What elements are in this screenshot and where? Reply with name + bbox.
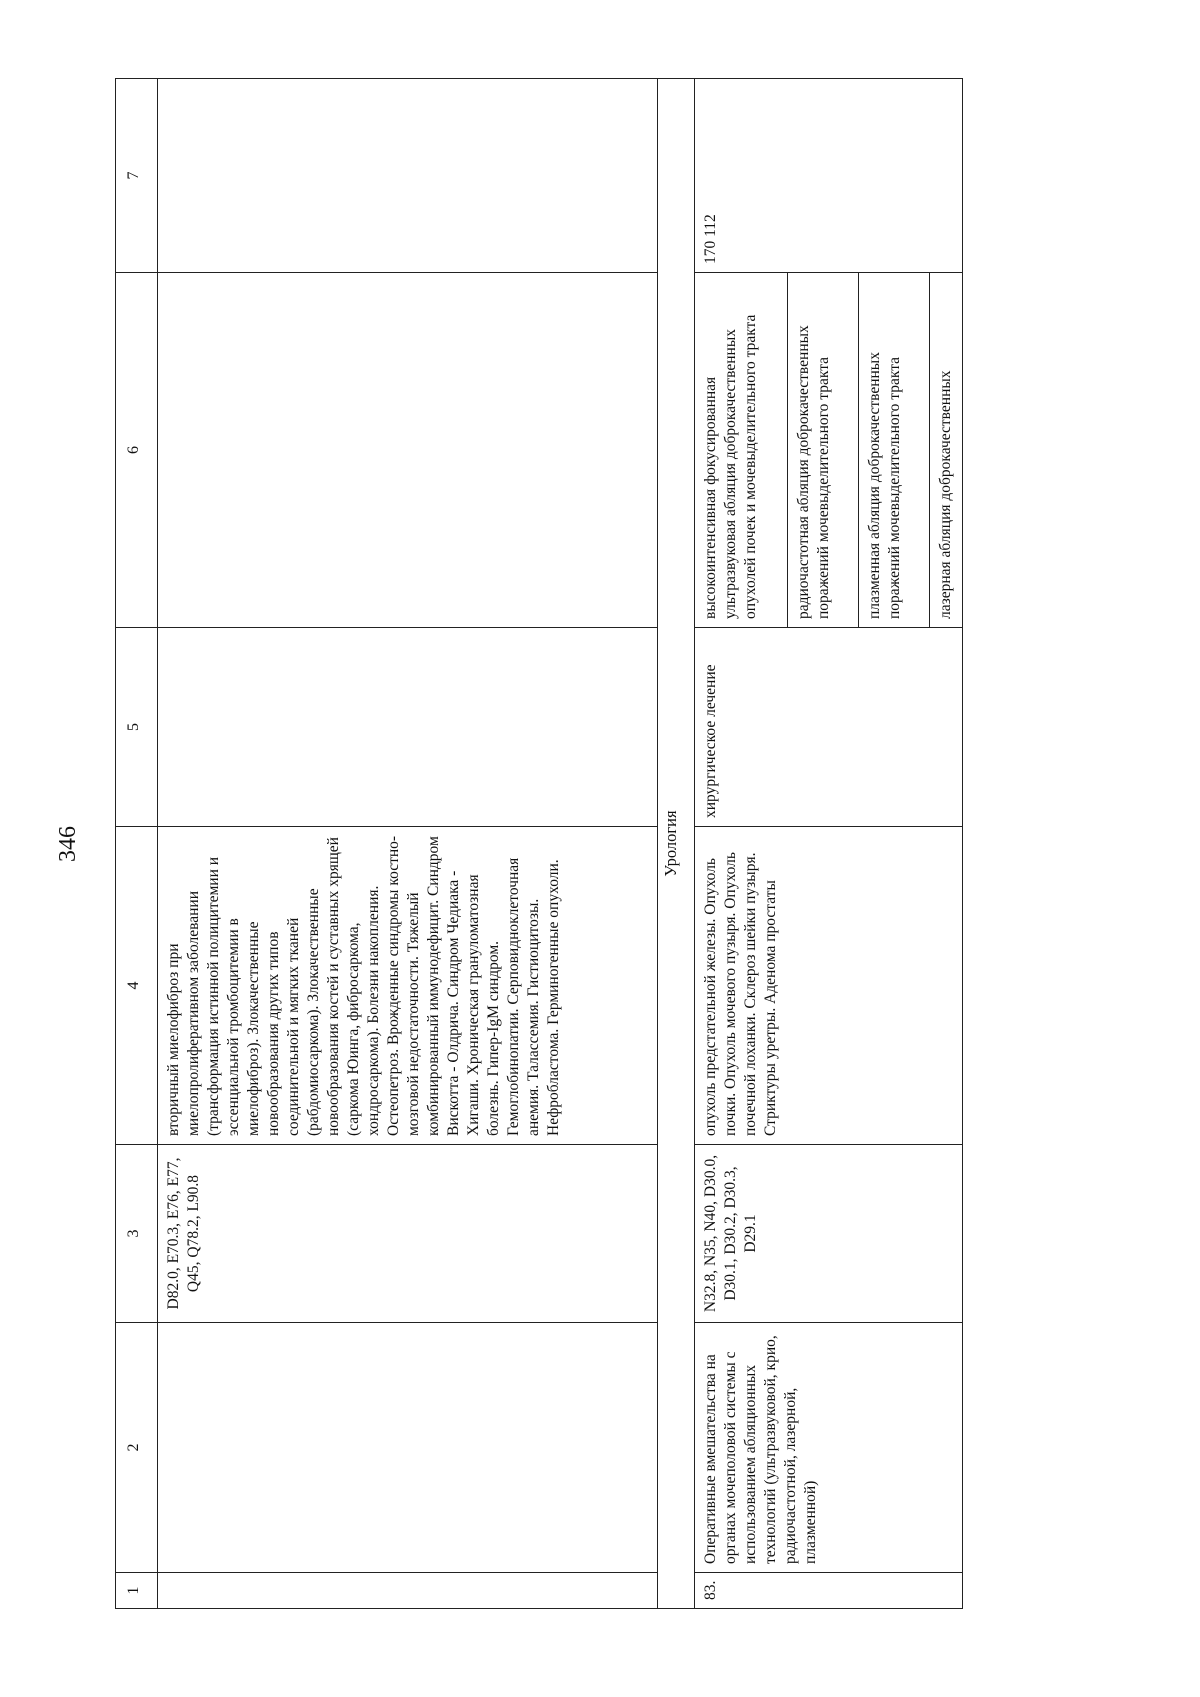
- cont-cost-cell: [158, 79, 658, 273]
- col-number-5: 5: [116, 628, 158, 827]
- col-number-6: 6: [116, 273, 158, 628]
- continued-row: [158, 79, 658, 1609]
- cont-diseases-cell: вторичный миелофиброз при миелопролиферативном заболевании (трансформация истинной полицитемии и эссенциальной тромбоцитемии в миелофиброз). Злокачественные новообразования других типов соединительной и мягких тканей (рабдомиосаркома). Злокачественные новообразования костей и суставных хрящей (саркома Юинга, фибросаркома, хондросаркома). Болезни накопления. Остеопетроз. Врожденные синдромы костно-мозговой недостаточности. Тяжелый комбинированный иммунодефицит. Синдром Вискотта - Олдрича. Синдром Чедиака - Хигаши. Хроническая грануломатозная болезнь. Гипер-IgM синдром. Гемоглобинопатии. Серповидноклеточная анемия. Талассемия. Гистиоцитозы. Нефробластома. Герминогенные опухоли.: [158, 827, 658, 1145]
- method-item: лазерная абляция доброкачественных: [937, 370, 954, 619]
- row83-methods: [695, 273, 963, 628]
- row83-number: 83.: [695, 1573, 963, 1609]
- row83-name: Оперативные вмешательства на органах мочеполовой системы с использованием абляционных технологий (ультразвуковой, крио, радиочастотной, лазерной, плазменной): [695, 1323, 963, 1573]
- row83-treatment: хирургическое лечение: [695, 628, 963, 827]
- row83-codes: N32.8, N35, N40, D30.0, D30.1, D30.2, D30.3, D29.1: [695, 1145, 963, 1323]
- page-number: 346: [55, 826, 81, 862]
- cont-codes-cell: D82.0, E70.3, E76, E77, Q45, Q78.2, L90.8: [158, 1145, 658, 1323]
- col-number-7: 7: [116, 79, 158, 273]
- col-number-3: 3: [116, 1145, 158, 1323]
- method-item: плазменная абляция доброкачественных поражений мочевыделительного тракта: [859, 273, 930, 627]
- row83-diseases: опухоль предстательной железы. Опухоль почки. Опухоль мочевого пузыря. Опухоль почечной лоханки. Склероз шейки пузыря. Стриктуры уретры. Аденома простаты: [695, 827, 963, 1145]
- cont-methods-cell: [158, 273, 658, 628]
- row83-cost: 170 112: [695, 79, 963, 273]
- col-number-2: 2: [116, 1323, 158, 1573]
- method-item: высокоинтенсивная фокусированная ультразвуковая абляция доброкачественных опухолей почек и мочевыделительного тракта: [695, 273, 788, 627]
- rotated-page: [55, 79, 1085, 1609]
- cont-number-cell: [158, 1573, 658, 1609]
- method-item: радиочастотная абляция доброкачественных поражений мочевыделительного тракта: [788, 273, 859, 627]
- row-83: [695, 79, 963, 1609]
- col-number-4: 4: [116, 827, 158, 1145]
- section-row: [658, 79, 695, 1609]
- section-title: Урология: [658, 79, 695, 1609]
- cont-treatment-cell: [158, 628, 658, 827]
- column-numbers-row: [116, 79, 158, 1609]
- cont-name-cell: [158, 1323, 658, 1573]
- medical-care-table: [115, 78, 963, 1609]
- col-number-1: 1: [116, 1573, 158, 1609]
